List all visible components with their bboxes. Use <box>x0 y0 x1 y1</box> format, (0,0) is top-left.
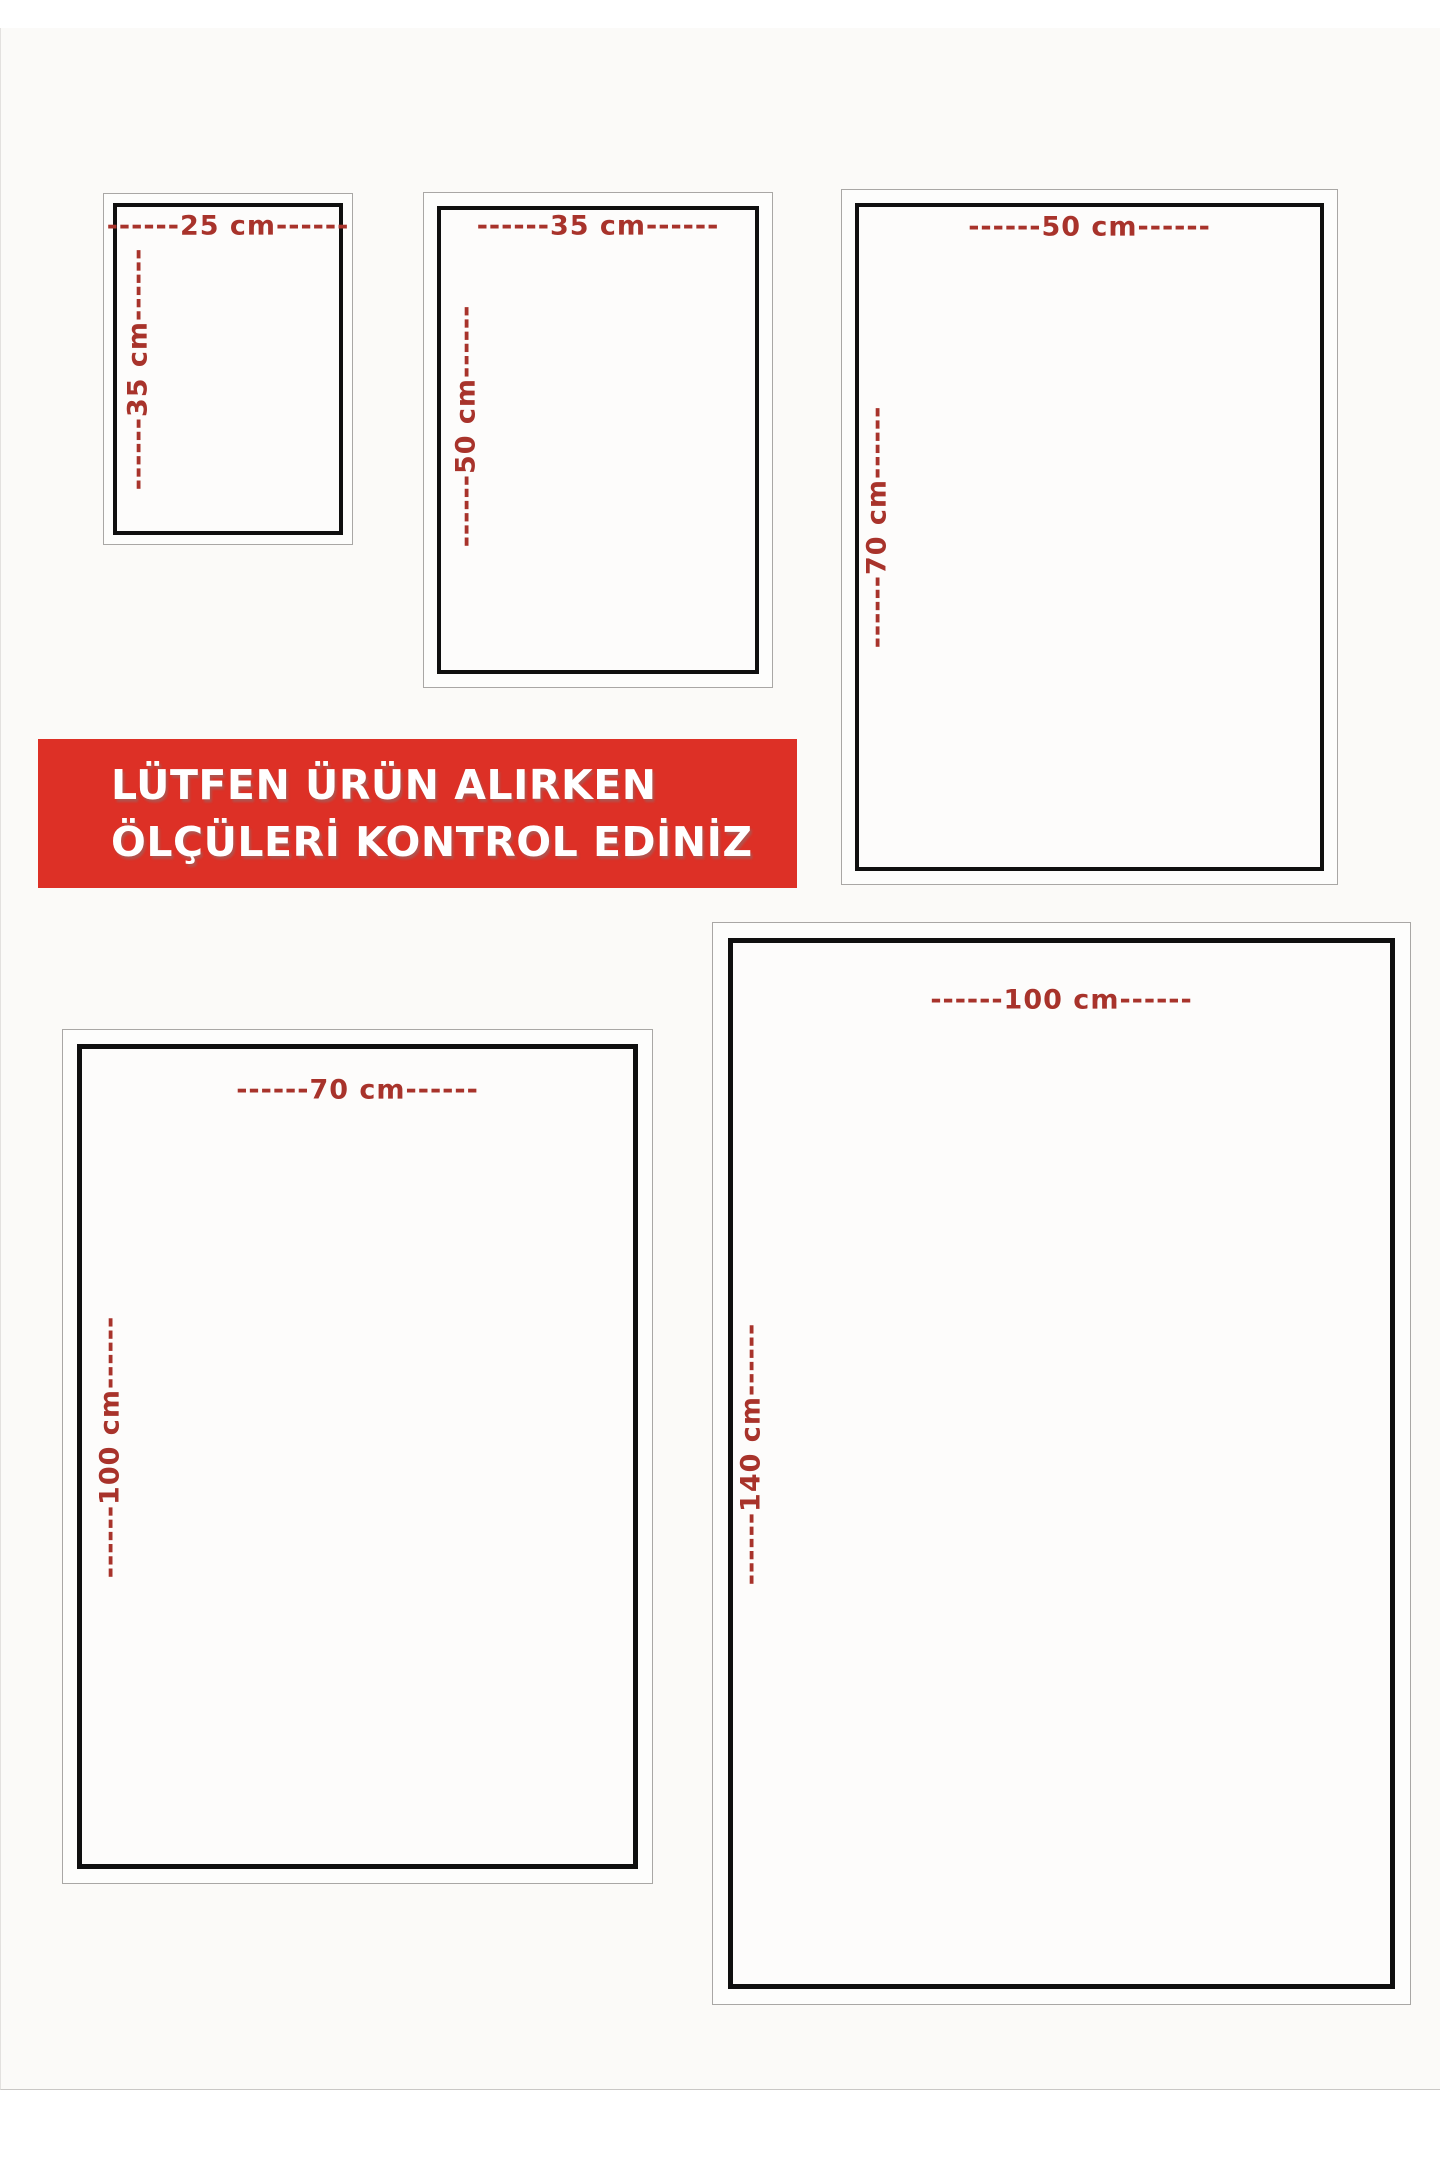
size-box-100x140-frame <box>728 938 1395 1989</box>
width-dimension-label: ------35 cm------ <box>476 210 720 242</box>
height-dimension-label: ------70 cm------ <box>861 405 893 649</box>
width-dimension-label: ------70 cm------ <box>236 1074 479 1106</box>
height-dimension-label: ------50 cm------ <box>450 304 482 548</box>
width-dimension-label: ------25 cm------ <box>106 210 350 242</box>
height-dimension-label: ------100 cm------ <box>94 1315 126 1578</box>
height-dimension-label: ------140 cm------ <box>735 1322 767 1585</box>
size-box-25x35 <box>103 193 353 545</box>
size-box-35x50-frame <box>437 206 759 674</box>
size-box-25x35-frame <box>106 203 350 535</box>
width-dimension-label: ------50 cm------ <box>968 211 1211 243</box>
size-box-100x140 <box>712 922 1411 2005</box>
height-dimension-label: ------35 cm------ <box>122 247 154 491</box>
size-box-70x100-frame <box>77 1044 638 1869</box>
size-box-35x50 <box>423 192 773 688</box>
warning-text-line1: LÜTFEN ÜRÜN ALIRKEN <box>111 760 657 809</box>
size-box-70x100 <box>62 1029 653 1884</box>
size-box-50x70-frame <box>855 203 1324 871</box>
size-check-warning-banner <box>38 739 797 888</box>
warning-text-line2: ÖLÇÜLERİ KONTROL EDİNİZ <box>111 817 753 866</box>
width-dimension-label: ------100 cm------ <box>930 984 1193 1016</box>
size-box-50x70 <box>841 189 1338 885</box>
